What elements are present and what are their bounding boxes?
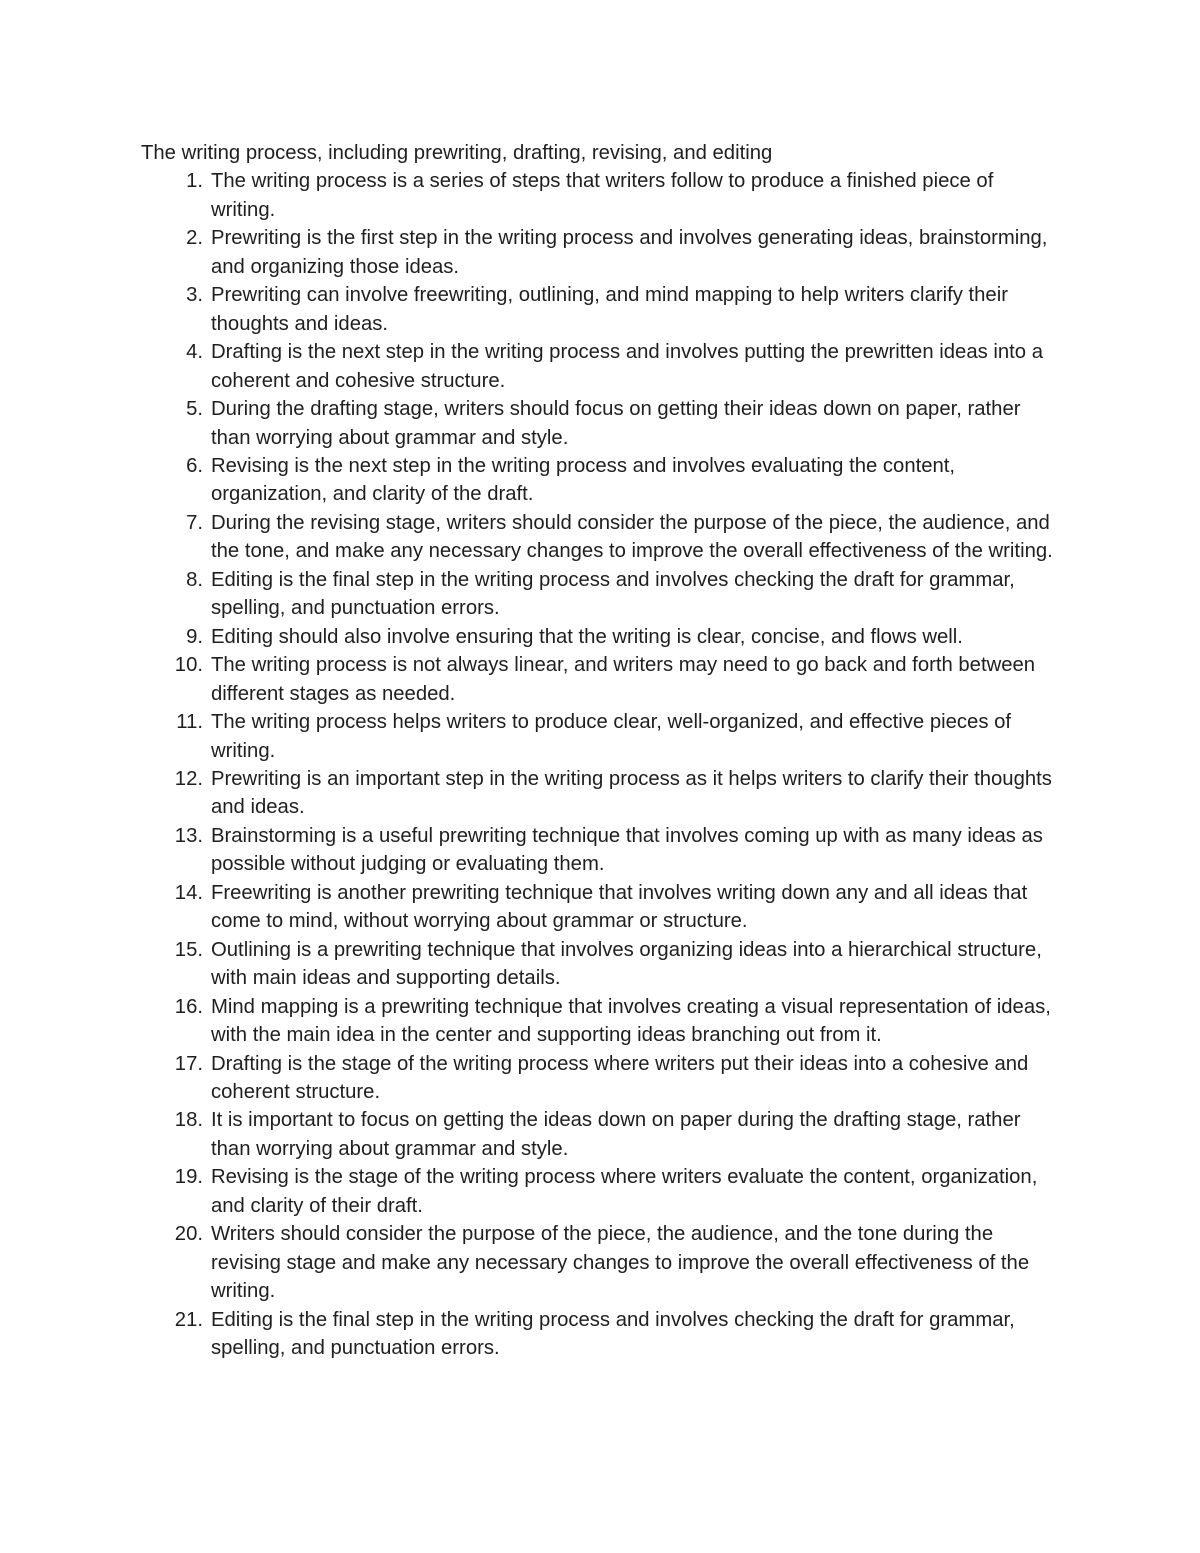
list-item [141,936,1061,993]
list-item-number: 11. [176,711,203,734]
list-item-text: Prewriting can involve freewriting, outlining, and mind mapping to help writers clarify their thoughts and ideas. [211,284,1008,335]
list-item [141,566,1061,623]
list-item-text: Revising is the stage of the writing process where writers evaluate the content, organization, and clarity of their draft. [211,1166,1038,1217]
list-item [141,765,1061,822]
list-item [141,224,1061,281]
list-item-number: 7. [186,511,203,534]
list-item-number: 15. [174,938,203,961]
list-item-text: Writers should consider the purpose of the piece, the audience, and the tone during the revising stage and make any necessary changes to improve the overall effectiveness of the writing. [211,1223,1030,1303]
list-item-number: 5. [186,398,203,421]
list-item-text: Revising is the next step in the writing process and involves evaluating the content, organization, and clarity of the draft. [211,454,956,506]
document-heading: The writing process, including prewriting, drafting, revising, and editing [141,142,773,164]
list-item [141,281,1061,338]
list-item [141,879,1061,936]
list-item-text: It is important to focus on getting the ideas down on paper during the drafting stage, rather than worrying about grammar and style. [211,1109,1021,1160]
list-item-text: Editing should also involve ensuring that the writing is clear, concise, and flows well. [211,625,963,648]
list-item-text: During the drafting stage, writers should focus on getting their ideas down on paper, rather than worrying about grammar and style. [211,398,1021,449]
list-item-number: 10. [174,654,203,677]
list-item [141,623,1061,651]
list-item-text: Editing is the final step in the writing process and involves checking the draft for grammar, spelling, and punctuation errors. [211,1308,1015,1360]
list-item [141,509,1061,566]
list-item-number: 18. [174,1109,203,1132]
list-item-text: The writing process is a series of steps that writers follow to produce a finished piece of writing. [211,170,994,221]
list-item [141,651,1061,708]
list-item [141,338,1061,395]
list-item-number: 16. [174,995,203,1018]
list-item-number: 19. [174,1166,203,1189]
list-item-number: 14. [174,881,203,904]
list-item [141,1306,1061,1363]
list-item-text: Drafting is the stage of the writing process where writers put their ideas into a cohesive and coherent structure. [211,1052,1029,1103]
list-item-number: 20. [174,1223,203,1246]
list-item-number: 2. [186,227,203,250]
list-item-number: 4. [186,341,203,364]
list-item [141,822,1061,879]
list-item-text: Prewriting is an important step in the writing process as it helps writers to clarify their thoughts and ideas. [211,767,1052,819]
list-item [141,395,1061,452]
list-item-text: Drafting is the next step in the writing process and involves putting the prewritten ideas into a coherent and cohesive structure. [211,341,1043,392]
list-item [141,1220,1061,1305]
list-item [141,1050,1061,1107]
list-item-text: The writing process is not always linear, and writers may need to go back and forth between different stages as needed. [211,654,1036,705]
list-item-number: 3. [186,284,203,307]
list-item-text: Editing is the final step in the writing process and involves checking the draft for grammar, spelling, and punctuation errors. [211,568,1015,620]
list-item [141,452,1061,509]
list-item [141,708,1061,765]
list-item-number: 6. [186,454,203,477]
numbered-list [141,167,1061,1362]
list-item-text: Brainstorming is a useful prewriting technique that involves coming up with as many ideas as possible without judging or evaluating them. [211,824,1043,876]
list-item-text: Freewriting is another prewriting technique that involves writing down any and all ideas that come to mind, without worrying about grammar or structure. [211,881,1028,933]
list-item-text: Mind mapping is a prewriting technique that involves creating a visual representation of ideas, with the main idea in the center and supporting ideas branching out from it. [211,995,1051,1047]
document-body [141,139,1061,1362]
list-item-number: 8. [186,568,203,591]
list-item-number: 12. [174,767,203,790]
list-item [141,1106,1061,1163]
list-item-text: The writing process helps writers to produce clear, well-organized, and effective pieces of writing. [211,711,1012,762]
list-item [141,167,1061,224]
list-item-number: 1. [186,170,203,193]
list-item-text: Outlining is a prewriting technique that involves organizing ideas into a hierarchical structure, with main ideas and supporting details. [211,938,1042,990]
list-item-number: 21. [174,1308,203,1331]
list-item [141,993,1061,1050]
list-item-number: 17. [174,1052,203,1075]
list-item-number: 9. [186,625,203,648]
list-item-text: During the revising stage, writers should consider the purpose of the piece, the audience, and the tone, and make any necessary changes to improve the overall effectiveness of the writing. [211,511,1053,563]
list-item-text: Prewriting is the first step in the writing process and involves generating ideas, brainstorming, and organizing those ideas. [211,227,1048,278]
list-item [141,1163,1061,1220]
list-item-number: 13. [174,824,203,847]
